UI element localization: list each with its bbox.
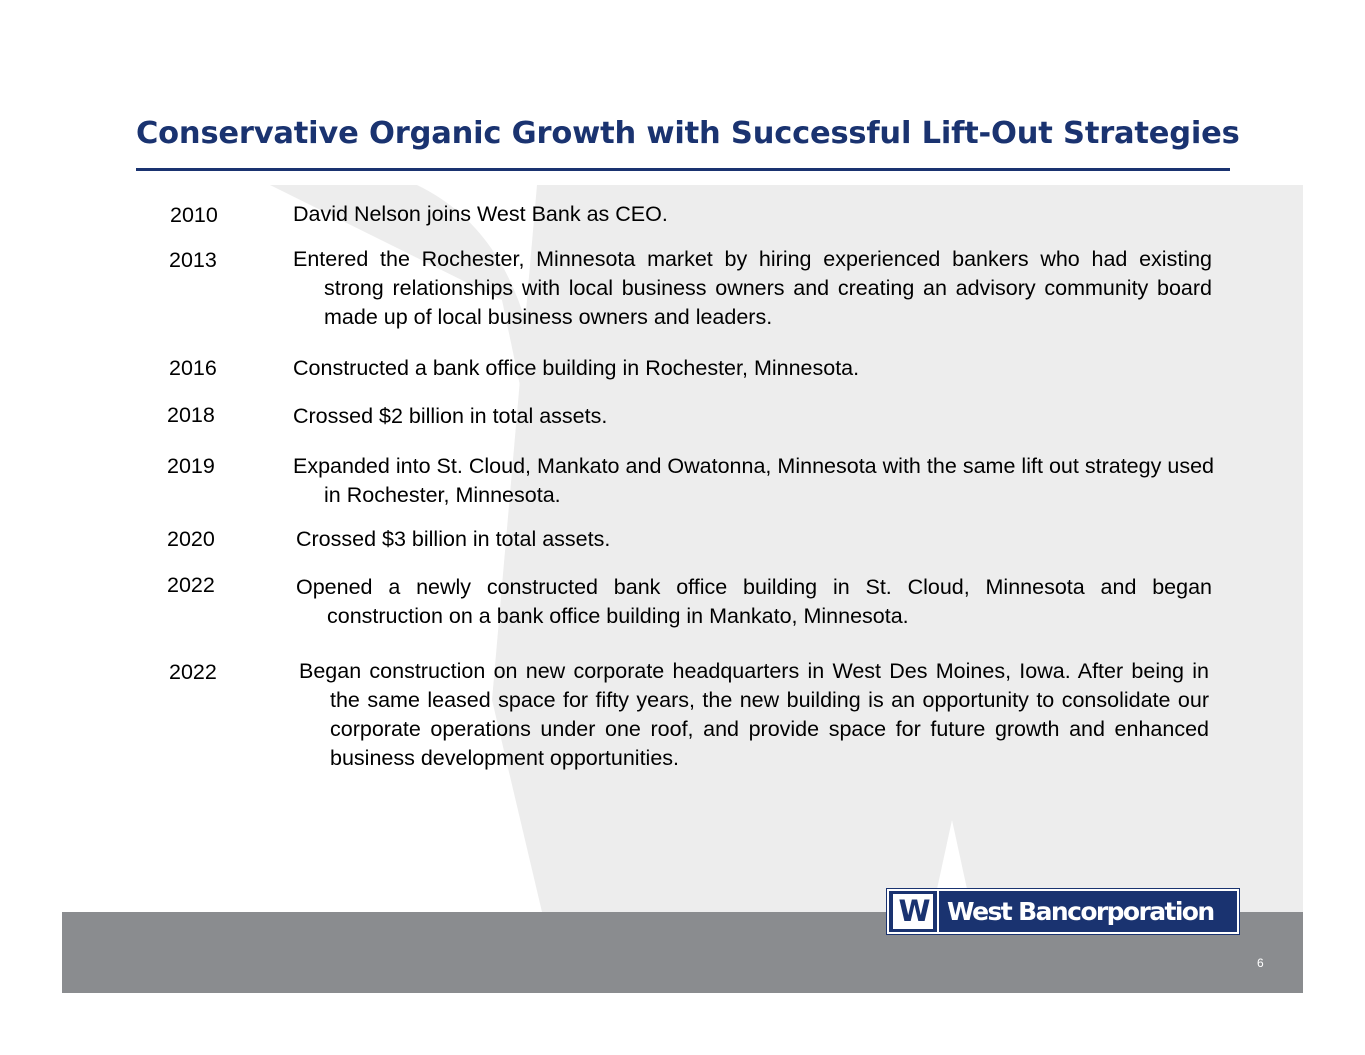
title-underline (136, 168, 1230, 171)
logo-mark: W (893, 894, 933, 929)
timeline-text-2022-a: Opened a newly constructed bank office building in St. Cloud, Minnesota and began construction on a bank office building in Mankato, Minnesota. (296, 575, 1212, 628)
timeline-year-2018: 2018 (167, 403, 215, 427)
timeline-text-2020: Crossed $3 billion in total assets. (296, 527, 611, 551)
west-bancorporation-logo (887, 889, 1239, 934)
timeline-text-2016: Constructed a bank office building in Rochester, Minnesota. (293, 356, 860, 380)
timeline-text-2019: Expanded into St. Cloud, Mankato and Owatonna, Minnesota with the same lift out strategy used in Rochester, Minnesota. (293, 454, 1214, 507)
logo-divider (937, 891, 939, 932)
timeline-text-2013: Entered the Rochester, Minnesota market by hiring experienced bankers who had existing strong relationships with local business owners and creating an advisory community board made up of local business owners and leaders. (293, 247, 1212, 329)
logo-text: West Bancorporation (947, 897, 1214, 926)
timeline-year-2020: 2020 (167, 527, 215, 551)
timeline-year-2010: 2010 (170, 203, 218, 227)
page-title: Conservative Organic Growth with Successful Lift-Out Strategies (136, 116, 1240, 151)
timeline-year-2016: 2016 (169, 356, 217, 380)
slide (62, 0, 1303, 993)
timeline-text-2022-b: Began construction on new corporate headquarters in West Des Moines, Iowa. After being in the same leased space for fifty years, the new building is an opportunity to consolidate our corporate operations under one roof, and provide space for future growth and enhanced business development opportunities. (299, 659, 1209, 770)
timeline-year-2019: 2019 (167, 454, 215, 478)
timeline-year-2013: 2013 (169, 248, 217, 272)
page-number: 6 (1257, 956, 1264, 970)
timeline-year-2022-a: 2022 (167, 573, 215, 597)
timeline-text-2018: Crossed $2 billion in total assets. (293, 404, 608, 428)
timeline-text-2010: David Nelson joins West Bank as CEO. (293, 202, 668, 226)
timeline-year-2022-b: 2022 (169, 660, 217, 684)
